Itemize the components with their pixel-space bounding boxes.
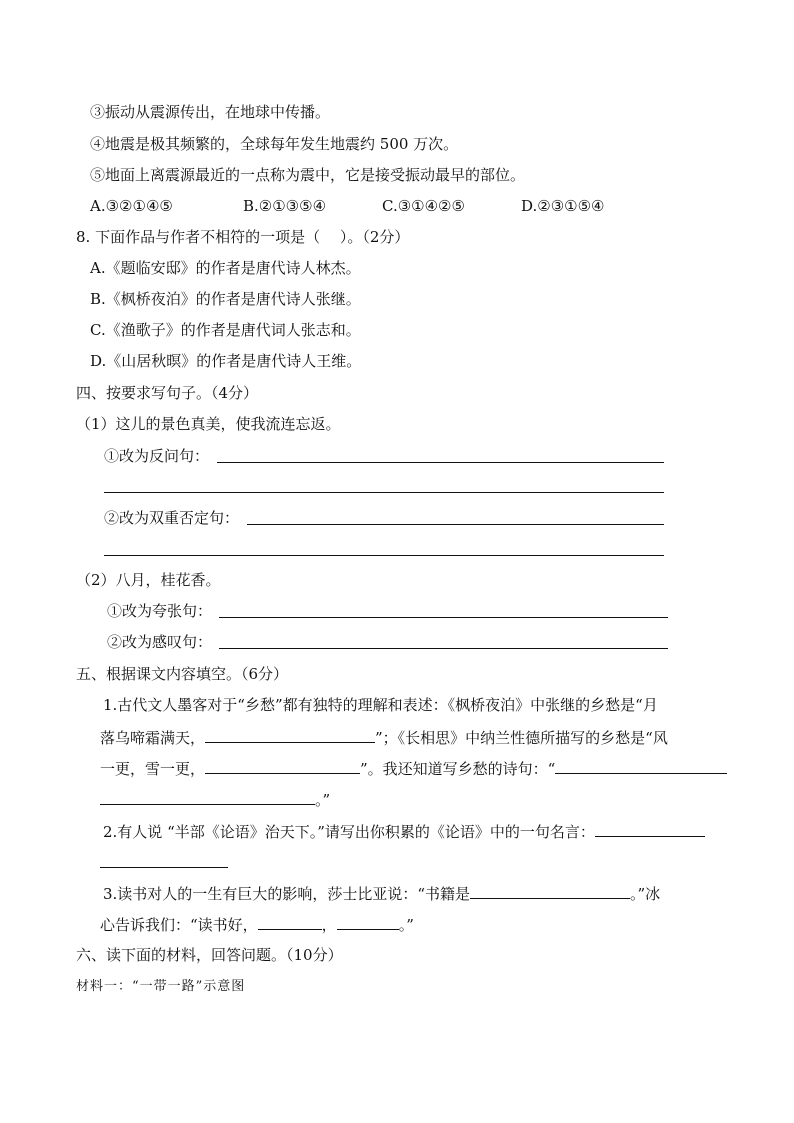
s5-q3-line-2 <box>100 914 414 935</box>
s5-q3-text-a: 3.读书对人的一生有巨大的影响，莎士比亚说：“书籍是 <box>103 885 470 903</box>
s5-q1-l4-text: 。” <box>315 791 331 809</box>
s5-q3-line-1 <box>103 883 660 904</box>
s5-q3-text-c: 心告诉我们：“读书好， <box>100 916 258 934</box>
q8-option-b: B.《枫桥夜泊》的作者是唐代诗人张继。 <box>90 290 361 308</box>
s5-q2-blank-2[interactable] <box>100 867 228 868</box>
s4-1-answer-line-b2[interactable] <box>104 555 664 556</box>
s5-q1-line-4 <box>100 789 330 810</box>
s5-q1-l3-text-b: ”。我还知道写乡愁的诗句：“ <box>360 760 556 778</box>
s5-q2-blank[interactable] <box>595 821 705 837</box>
s5-q2-line-1 <box>103 821 705 842</box>
s5-q3-blank-3[interactable] <box>337 914 399 930</box>
s5-q3-text-b: 。”冰 <box>629 885 661 903</box>
q7-option-c: C.③①④②⑤ <box>382 197 465 215</box>
s5-q1-blank-2[interactable] <box>205 758 360 774</box>
section-5-title: 五、根据课文内容填空。（6分） <box>76 665 289 683</box>
q7-item-3: ③振动从震源传出，在地球中传播。 <box>90 103 331 121</box>
q8-option-d: D.《山居秋暝》的作者是唐代诗人王维。 <box>90 352 362 370</box>
s5-q1-l2-text-b: ”；《长相思》中纳兰性德所描写的乡愁是“风 <box>375 729 668 747</box>
q7-option-b: B.②①③⑤④ <box>243 197 327 215</box>
q7-option-d: D.②③①⑤④ <box>521 197 605 215</box>
s5-q1-blank-3[interactable] <box>555 758 727 774</box>
q8-stem: 8. 下面作品与作者不相符的一项是（ ）。（2分） <box>76 228 410 246</box>
section-6-title: 六、读下面的材料，回答问题。（10分） <box>76 946 343 964</box>
s5-q2-text: 2.有人说 “半部《论语》治天下。”请写出你积累的《论语》中的一句名言： <box>103 823 595 841</box>
s5-q3-blank-1[interactable] <box>470 883 630 899</box>
q8-option-a: A.《题临安邸》的作者是唐代诗人林杰。 <box>90 259 361 277</box>
s4-2-label-a: ①改为夸张句： <box>107 602 213 620</box>
s4-2-answer-line-a[interactable] <box>219 617 668 618</box>
q8-option-c: C.《渔歌子》的作者是唐代词人张志和。 <box>90 321 361 339</box>
q7-item-4: ④地震是极其频繁的，全球每年发生地震约 500 万次。 <box>90 135 459 153</box>
s5-q1-l2-text-a: 落乌啼霜满天， <box>100 729 206 747</box>
s4-1-answer-line-a[interactable] <box>217 462 664 463</box>
s4-1-label-b: ②改为双重否定句： <box>104 509 240 527</box>
section-4-title: 四、按要求写句子。（4分） <box>76 384 259 402</box>
s5-q3-blank-2[interactable] <box>258 914 322 930</box>
q7-item-5: ⑤地面上离震源最近的一点称为震中，它是接受振动最早的部位。 <box>90 166 526 184</box>
s4-sentence-1: （1）这儿的景色真美，使我流连忘返。 <box>76 415 341 433</box>
s5-q1-blank-3b[interactable] <box>100 789 315 805</box>
s5-q1-line-1: 1.古代文人墨客对于“乡愁”都有独特的理解和表述：《枫桥夜泊》中张继的乡愁是“月 <box>103 696 658 714</box>
s4-sentence-2: （2）八月，桂花香。 <box>76 571 221 589</box>
q7-options <box>90 196 605 216</box>
s5-q1-l3-text-a: 一更，雪一更， <box>100 760 206 778</box>
s4-1-answer-line-a2[interactable] <box>104 492 664 493</box>
q7-option-a: A.③②①④⑤ <box>90 197 173 215</box>
s5-q1-blank-1[interactable] <box>205 727 375 743</box>
s5-q3-text-e: 。” <box>398 916 414 934</box>
s4-1-label-a: ①改为反问句： <box>104 447 210 465</box>
s5-q3-text-d: ， <box>321 916 337 934</box>
s5-q1-line-3 <box>100 758 727 779</box>
s4-2-label-b: ②改为感叹句： <box>107 633 213 651</box>
s4-1-answer-line-b[interactable] <box>247 524 664 525</box>
s5-q1-line-2 <box>100 727 668 748</box>
s4-2-answer-line-b[interactable] <box>219 648 668 649</box>
s6-material-caption: 材料一：“一带一路”示意图 <box>76 979 246 994</box>
